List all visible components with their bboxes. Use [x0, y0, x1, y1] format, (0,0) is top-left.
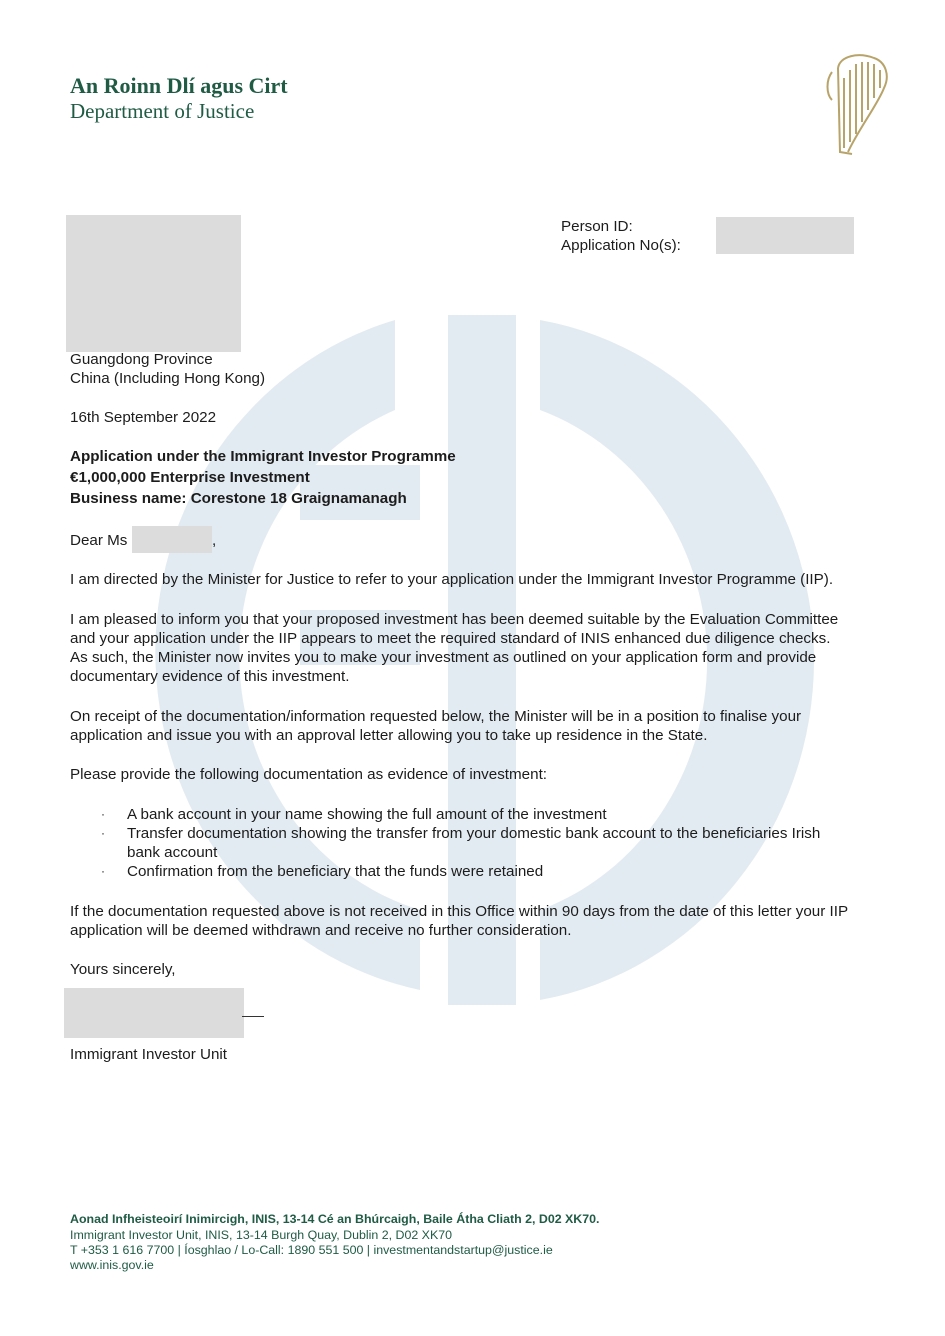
bullet-marker: · — [101, 807, 105, 821]
subject-line-1: Application under the Immigrant Investor Programme — [70, 448, 456, 465]
redacted-signature — [64, 988, 244, 1038]
address-province: Guangdong Province — [70, 351, 213, 368]
redacted-recipient-name — [66, 215, 241, 352]
redacted-surname — [132, 526, 212, 553]
body-paragraph-5-line: If the documentation requested above is not received in this Office within 90 days from the date of this letter your IIP — [70, 903, 849, 920]
footer-address-english: Immigrant Investor Unit, INIS, 13-14 Burgh Quay, Dublin 2, D02 XK70 — [70, 1228, 452, 1242]
subject-line-2: €1,000,000 Enterprise Investment — [70, 469, 310, 486]
body-paragraph-1: I am directed by the Minister for Justice to refer to your application under the Immigrant Investor Programme (IIP). — [70, 571, 834, 588]
application-no-label: Application No(s): — [561, 237, 681, 254]
salutation-prefix: Dear Ms — [70, 532, 128, 549]
footer-address-irish: Aonad Infheisteoirí Inimircigh, INIS, 13-14 Cé an Bhúrcaigh, Baile Átha Cliath 2, D02 XK70. — [70, 1212, 600, 1226]
bullet-item: A bank account in your name showing the full amount of the investment — [127, 806, 607, 823]
bullet-item-continuation: bank account — [127, 844, 218, 861]
body-paragraph-3-line: application and issue you with an approval letter allowing you to take up residence in the State. — [70, 727, 708, 744]
footer-contact: T +353 1 616 7700 | Íosghlao / Lo-Call: 1890 551 500 | investmentandstartup@justice.ie — [70, 1243, 553, 1257]
bullet-item: Transfer documentation showing the transfer from your domestic bank account to the beneficiaries Irish — [127, 825, 821, 842]
closing: Yours sincerely, — [70, 961, 176, 978]
signatory-unit: Immigrant Investor Unit — [70, 1046, 227, 1063]
department-name-irish: An Roinn Dlí agus Cirt — [70, 73, 288, 98]
subject-line-3: Business name: Corestone 18 Graignamanagh — [70, 490, 407, 507]
address-country: China (Including Hong Kong) — [70, 370, 266, 387]
letter-date: 16th September 2022 — [70, 409, 217, 426]
signature-line — [242, 1016, 264, 1017]
body-paragraph-2-line: I am pleased to inform you that your proposed investment has been deemed suitable by the Evaluation Committee — [70, 611, 839, 628]
redacted-reference-numbers — [716, 217, 854, 254]
body-paragraph-2-line: documentary evidence of this investment. — [70, 668, 350, 685]
salutation-suffix: , — [212, 532, 217, 549]
body-paragraph-2-line: As such, the Minister now invites you to make your investment as outlined on your application form and provide — [70, 649, 817, 666]
body-paragraph-2-line: and your application under the IIP appears to meet the required standard of INIS enhanced due diligence checks. — [70, 630, 831, 647]
bullet-item: Confirmation from the beneficiary that the funds were retained — [127, 863, 544, 880]
footer-website: www.inis.gov.ie — [70, 1258, 154, 1272]
bullet-marker: · — [101, 826, 105, 840]
bullet-marker: · — [101, 864, 105, 878]
department-name-english: Department of Justice — [70, 99, 255, 123]
body-paragraph-5-line: application will be deemed withdrawn and receive no further consideration. — [70, 922, 572, 939]
body-paragraph-3-line: On receipt of the documentation/information requested below, the Minister will be in a position to finalise your — [70, 708, 802, 725]
harp-emblem — [818, 50, 892, 160]
body-paragraph-4: Please provide the following documentation as evidence of investment: — [70, 766, 548, 783]
person-id-label: Person ID: — [561, 218, 633, 235]
